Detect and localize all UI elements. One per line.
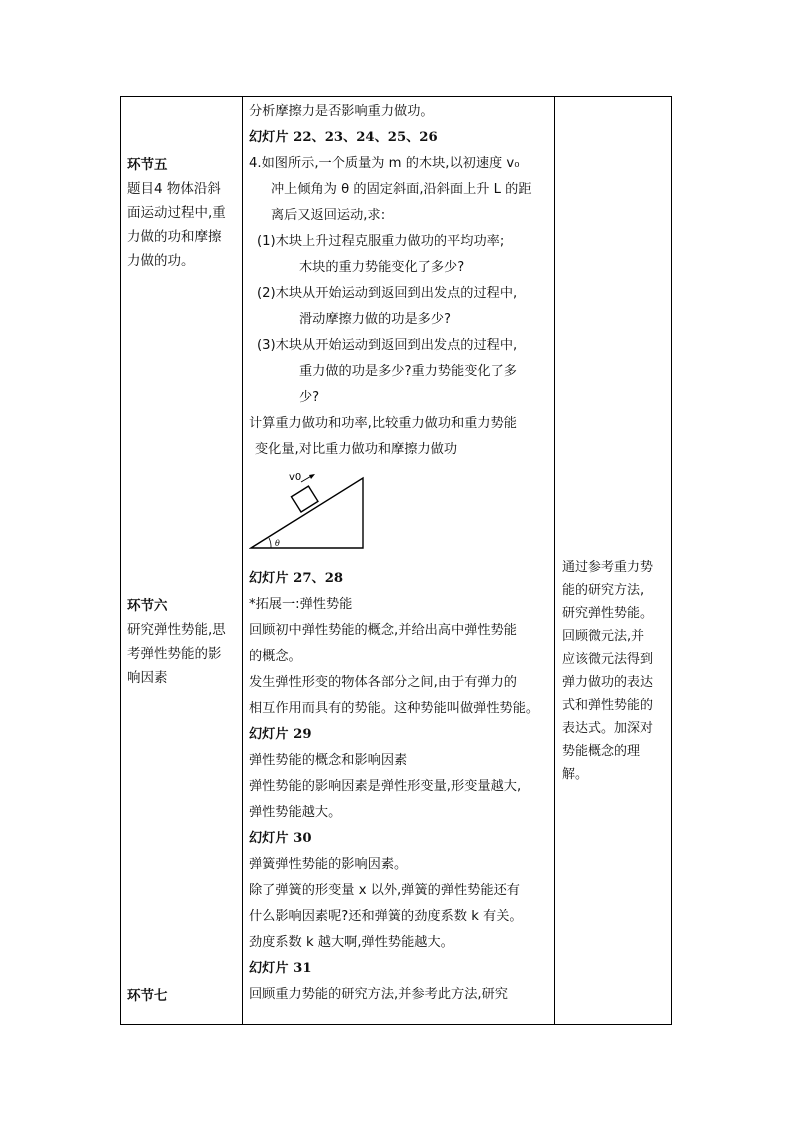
objective-line: 式和弹性势能的 (562, 698, 654, 713)
angle-arc (269, 538, 271, 548)
slide-ref: 幻灯片 29 (249, 727, 312, 742)
content-line: 发生弹性形变的物体各部分之间,由于有弹力的 (249, 675, 517, 690)
objective-line: 研究弹性势能。 (562, 606, 654, 621)
content-block-2 (249, 566, 555, 1008)
content-line: 离后又返回运动,求: (271, 208, 386, 223)
section-6-desc-line: 响因素 (127, 670, 168, 686)
section-6-desc-line: 考弹性势能的影 (127, 646, 222, 662)
lesson-table (120, 96, 672, 1025)
theta-label: θ (275, 539, 280, 548)
content-line: (1)木块上升过程克服重力做功的平均功率; (257, 234, 505, 249)
objective-line: 回顾微元法,并 (562, 629, 645, 644)
content-line: 冲上倾角为 θ 的固定斜面,沿斜面上升 L 的距 (271, 182, 532, 197)
objective-line: 能的研究方法, (562, 583, 645, 598)
content-line: 的概念。 (249, 649, 302, 664)
content-line: 弹性势能的影响因素是弹性形变量,形变量越大, (249, 779, 522, 794)
content-line: 弹性势能越大。 (249, 805, 342, 820)
slide-ref: 幻灯片 27、28 (249, 571, 344, 586)
section-5-desc-line: 面运动过程中,重 (127, 205, 226, 221)
content-line: 计算重力做功和功率,比较重力做功和重力势能 (249, 416, 517, 431)
content-line: *拓展一:弹性势能 (249, 597, 353, 612)
slide-ref: 幻灯片 31 (249, 961, 312, 976)
slide-ref: 幻灯片 30 (249, 831, 312, 846)
section-6-title: 环节六 (127, 598, 168, 614)
v0-label: v0 (289, 472, 302, 483)
arrow-head-icon (309, 474, 315, 479)
slide-ref: 幻灯片 22、23、24、25、26 (249, 130, 438, 145)
section-6-desc-line: 研究弹性势能,思 (127, 622, 226, 638)
content-line: 相互作用而具有的势能。这种势能叫做弹性势能。 (249, 701, 540, 716)
objective-line: 弹力做功的表达 (562, 675, 654, 690)
content-line: (3)木块从开始运动到返回到出发点的过程中, (257, 338, 518, 353)
objective-line: 表达式。加深对 (562, 721, 654, 736)
section-5-cell (127, 153, 239, 273)
content-line: 变化量,对比重力做功和摩擦力做功 (255, 442, 458, 457)
content-line: (2)木块从开始运动到返回到出发点的过程中, (257, 286, 518, 301)
content-line: 少? (299, 390, 320, 405)
section-7-title: 环节七 (127, 988, 168, 1004)
content-line: 4.如图所示,一个质量为 m 的木块,以初速度 v₀ (249, 156, 520, 171)
content-line: 回顾重力势能的研究方法,并参考此方法,研究 (249, 987, 508, 1002)
section-6-cell (127, 594, 239, 690)
section-5-desc-line: 题目4 物体沿斜 (127, 181, 221, 197)
content-line: 除了弹簧的形变量 x 以外,弹簧的弹性势能还有 (249, 883, 520, 898)
content-line: 劲度系数 k 越大啊,弹性势能越大。 (249, 935, 454, 950)
content-line: 重力做的功是多少?重力势能变化了多 (299, 364, 517, 379)
content-line: 木块的重力势能变化了多少? (299, 260, 465, 275)
section-7-cell (127, 984, 239, 1008)
content-line: 滑动摩擦力做的功是多少? (299, 312, 452, 327)
content-line: 弹性势能的概念和影响因素 (249, 753, 408, 768)
objective-cell (562, 556, 668, 786)
incline-diagram (249, 472, 369, 552)
content-line: 分析摩擦力是否影响重力做功。 (249, 104, 434, 119)
objective-line: 应该微元法得到 (562, 652, 654, 667)
objective-line: 通过参考重力势 (562, 560, 654, 575)
column-divider (242, 97, 243, 1024)
objective-line: 势能概念的理 (562, 744, 641, 759)
content-line: 弹簧弹性势能的影响因素。 (249, 857, 408, 872)
objective-line: 解。 (562, 767, 589, 782)
content-line: 回顾初中弹性势能的概念,并给出高中弹性势能 (249, 623, 517, 638)
section-5-desc-line: 力做的功和摩擦 (127, 229, 222, 245)
section-5-desc-line: 力做的功。 (127, 253, 195, 269)
section-5-title: 环节五 (127, 157, 168, 173)
content-line: 什么影响因素呢?还和弹簧的劲度系数 k 有关。 (249, 909, 523, 924)
content-block-1 (249, 99, 555, 463)
